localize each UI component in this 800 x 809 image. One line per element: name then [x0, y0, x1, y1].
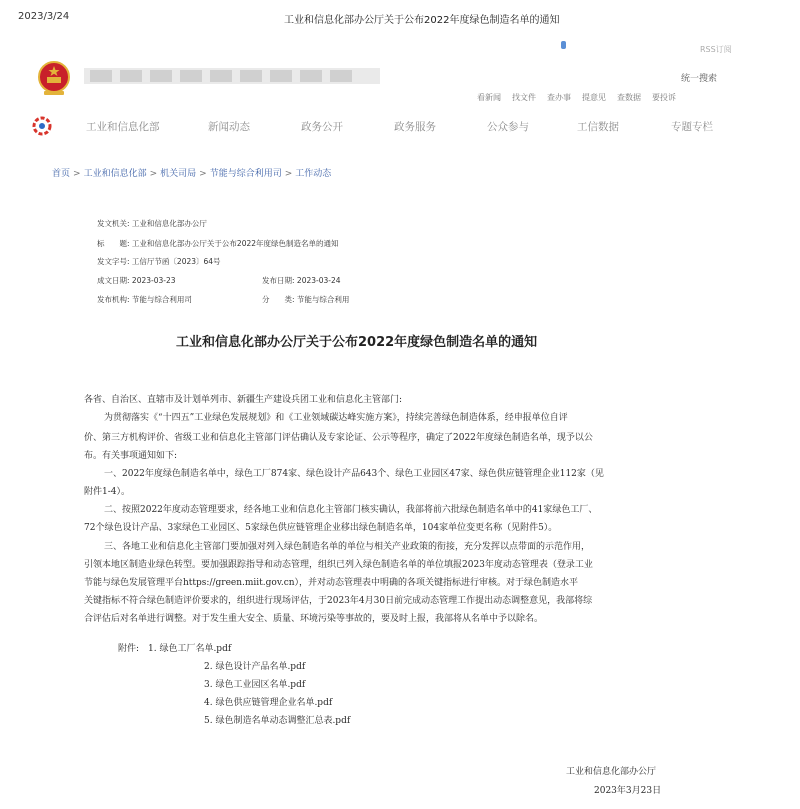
attachments-label: 附件: — [118, 644, 140, 654]
doc-paragraph-line: 合评估后对名单进行调整。对于发生重大安全、质量、环境污染等事故的，要及时上报，我部将从名单中予以除名。 — [84, 614, 544, 624]
doc-paragraph-line: 三、各地工业和信息化主管部门要加强对列入绿色制造名单的单位与相关产业政策的衔接，充分发挥以点带面的示范作用， — [104, 542, 591, 552]
nav-item-news[interactable]: 新闻动态 — [208, 121, 250, 133]
meta-created-date: 成文日期: 2023-03-23 — [97, 276, 176, 285]
doc-paragraph-line: 布。有关事项通知如下: — [84, 451, 178, 461]
meta-doc-number: 发文字号: 工信厅节函〔2023〕64号 — [97, 257, 221, 266]
meta-organization: 发布机构: 节能与综合利用司 — [97, 295, 192, 304]
attachment-link[interactable]: 5. 绿色制造名单动态调整汇总表.pdf — [204, 716, 351, 726]
ministry-logo-text — [84, 64, 380, 88]
nav-item-topics[interactable]: 专题专栏 — [671, 121, 713, 133]
quick-link-data[interactable]: 查数据 — [617, 93, 641, 102]
nav-item-gov-services[interactable]: 政务服务 — [394, 121, 436, 133]
signature-organization: 工业和信息化部办公厅 — [566, 767, 657, 777]
document-heading: 工业和信息化部办公厅关于公布2022年度绿色制造名单的通知 — [176, 335, 538, 350]
attachment-link[interactable]: 4. 绿色供应链管理企业名单.pdf — [204, 698, 333, 708]
quick-link-files[interactable]: 找文件 — [512, 93, 536, 102]
miit-nav-logo-icon[interactable] — [32, 116, 52, 136]
breadcrumb-ministry[interactable]: 工业和信息化部 — [83, 169, 147, 179]
main-navigation — [86, 119, 713, 134]
nav-item-data[interactable]: 工信数据 — [577, 121, 619, 133]
doc-paragraph-line: 二、按照2022年度动态管理要求，经各地工业和信息化主管部门核实确认，我部将前六批绿色制造名单中的41家绿色工厂、 — [104, 505, 598, 515]
breadcrumb-energy-dept[interactable]: 节能与综合利用司 — [209, 169, 282, 179]
nav-item-gov-affairs[interactable]: 政务公开 — [301, 121, 343, 133]
meta-category: 分 类: 节能与综合利用 — [262, 295, 350, 304]
doc-salutation: 各省、自治区、直辖市及计划单列市、新疆生产建设兵团工业和信息化主管部门: — [84, 395, 403, 405]
doc-paragraph-line: 价、第三方机构评价、省级工业和信息化主管部门评估确认及专家论证、公示等程序，确定了2022年度绿色制造名单，现予以公 — [84, 433, 593, 443]
doc-paragraph-line: 72个绿色设计产品、3家绿色工业园区、5家绿色供应链管理企业移出绿色制造名单，104家单位变更名称（见附件5）。 — [84, 523, 558, 533]
signature-date: 2023年3月23日 — [594, 786, 662, 796]
quick-links — [477, 92, 676, 103]
meta-title: 标 题: 工业和信息化部办公厅关于公布2022年度绿色制造名单的通知 — [97, 239, 339, 248]
national-emblem-logo — [36, 60, 72, 98]
attachment-link[interactable]: 3. 绿色工业园区名单.pdf — [204, 680, 306, 690]
breadcrumb-home[interactable]: 首页 — [52, 169, 71, 179]
unified-search-link[interactable]: 统一搜索 — [681, 74, 718, 84]
doc-paragraph-line: 节能与绿色发展管理平台https://green.miit.gov.cn），并对动态管理表中明确的各项关键指标进行审核。对于绿色制造水平 — [84, 578, 579, 588]
doc-paragraph-line: 一、2022年度绿色制造名单中，绿色工厂874家、绿色设计产品643个、绿色工业园区47家、绿色供应链管理企业112家（见 — [104, 469, 604, 479]
print-date: 2023/3/24 — [18, 11, 70, 22]
quick-link-news[interactable]: 看新闻 — [477, 93, 501, 102]
doc-paragraph-line: 引领本地区制造业绿色转型。要加强跟踪指导和动态管理，组织已列入绿色制造名单的单位填报2023年度动态管理表（登录工业 — [84, 560, 593, 570]
breadcrumb-work-news[interactable]: 工作动态 — [295, 169, 332, 179]
accessibility-icon[interactable] — [561, 41, 566, 49]
quick-link-complaint[interactable]: 要投诉 — [652, 93, 676, 102]
quick-link-feedback[interactable]: 提意见 — [582, 93, 606, 102]
breadcrumb: 首页 > 工业和信息化部 > 机关司局 > 节能与综合利用司 > 工作动态 — [52, 169, 332, 179]
nav-item-ministry[interactable]: 工业和信息化部 — [86, 121, 160, 133]
doc-paragraph-line: 关键指标不符合绿色制造评价要求的，组织进行现场评估，于2023年4月30日前完成动态管理工作提出动态调整意见，我部将综 — [84, 596, 593, 606]
meta-issuer: 发文机关: 工业和信息化部办公厅 — [97, 219, 207, 228]
quick-link-services[interactable]: 查办事 — [547, 93, 571, 102]
print-page-title: 工业和信息化部办公厅关于公布2022年度绿色制造名单的通知 — [284, 15, 560, 26]
attachment-link[interactable]: 2. 绿色设计产品名单.pdf — [204, 662, 306, 672]
breadcrumb-departments[interactable]: 机关司局 — [160, 169, 197, 179]
attachment-link[interactable]: 1. 绿色工厂名单.pdf — [148, 644, 232, 654]
meta-published-date: 发布日期: 2023-03-24 — [262, 276, 341, 285]
doc-paragraph-line: 为贯彻落实《“十四五”工业绿色发展规划》和《工业领域碳达峰实施方案》，持续完善绿色制造体系，经申报单位自评 — [104, 413, 568, 423]
doc-paragraph-line: 附件1-4）。 — [84, 487, 130, 497]
rss-link[interactable]: RSS订阅 — [700, 45, 732, 54]
nav-item-public[interactable]: 公众参与 — [487, 121, 529, 133]
